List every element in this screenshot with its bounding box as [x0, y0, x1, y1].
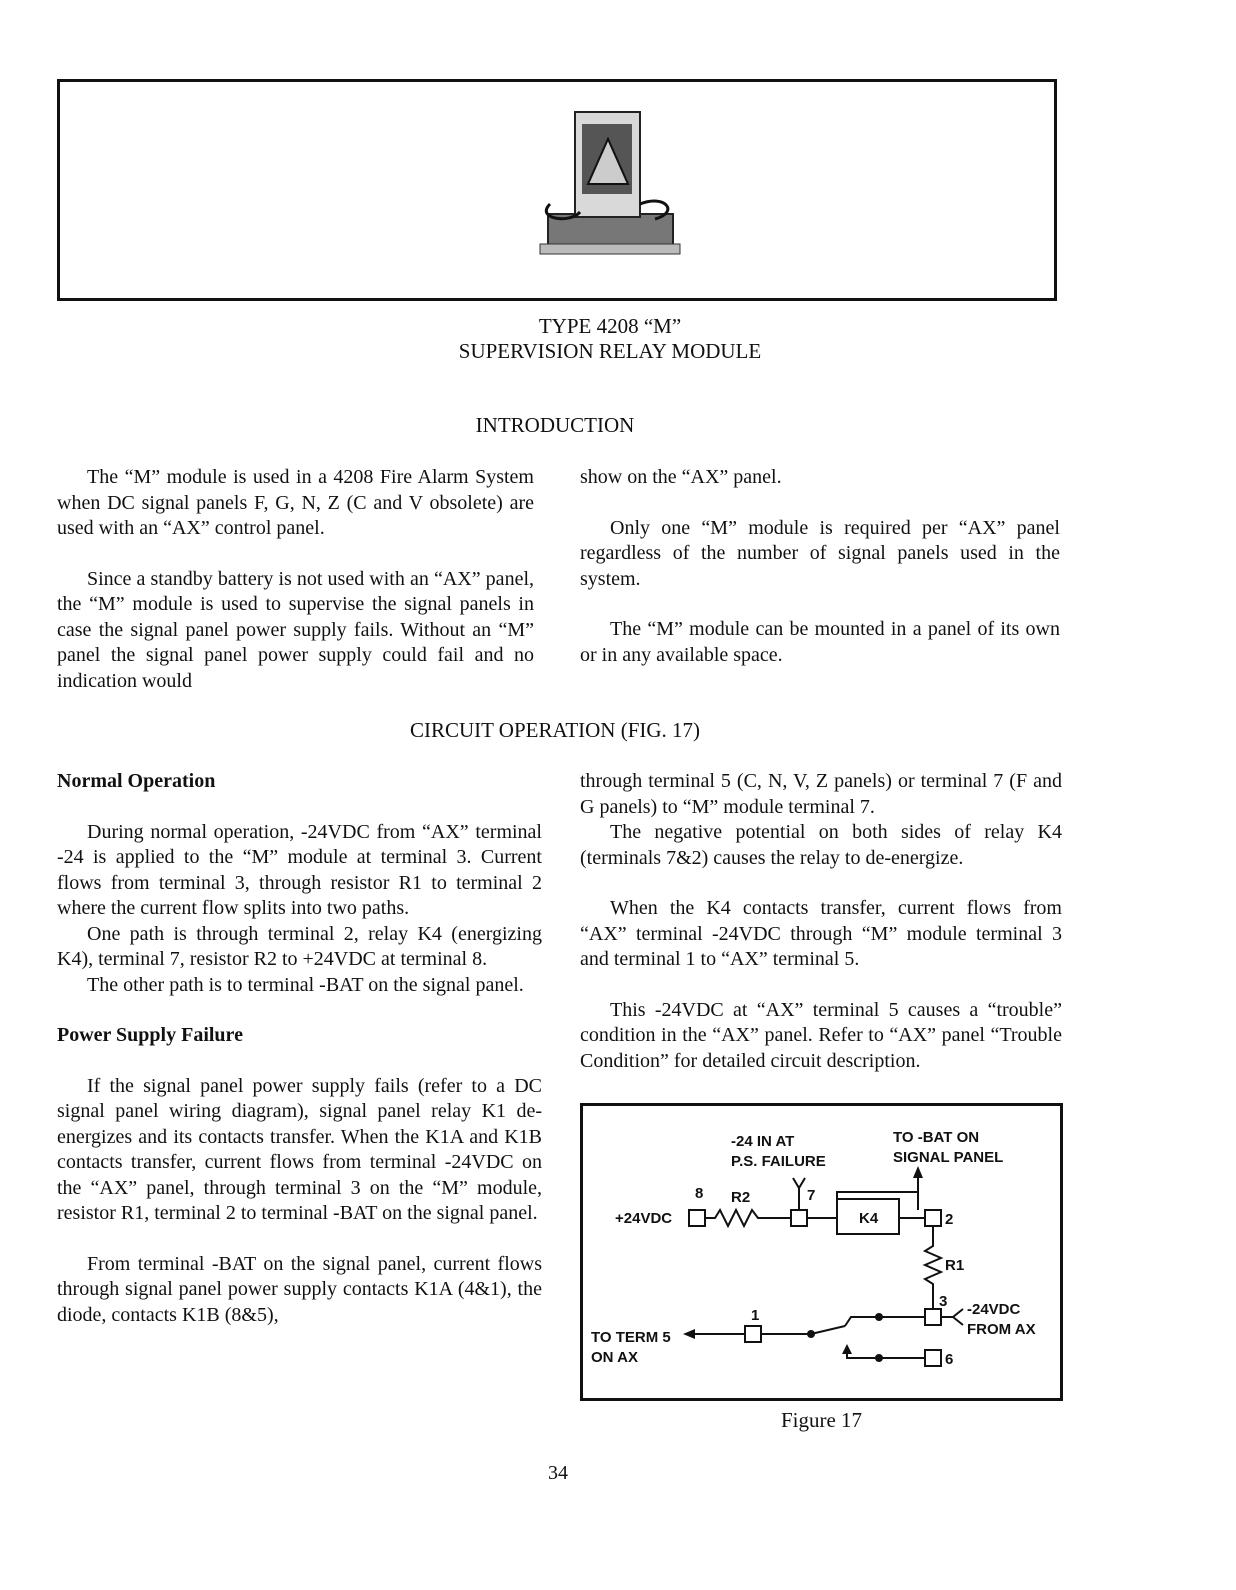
label-tobat-2: SIGNAL PANEL: [893, 1149, 1004, 1166]
relay-module-photo: [530, 94, 690, 274]
resistor-r2-symbol: [705, 1210, 791, 1226]
terminal-3-box: [925, 1309, 941, 1325]
label-minus24vdc-1: -24VDC: [967, 1301, 1021, 1318]
normal-paragraph-3: The other path is to terminal -BAT on the signal panel.: [87, 973, 524, 996]
arrow-from-ax: [941, 1309, 963, 1325]
label-terminal-1: 1: [751, 1307, 760, 1324]
normal-paragraph-2: One path is through terminal 2, relay K4 (energizing K4), terminal 7, resistor R2 to +24VDC at terminal 8.: [57, 922, 542, 970]
failure-paragraph-2: From terminal -BAT on the signal panel, current flows through signal panel power supply contacts K1A (4&1), the diode, contacts K1B (8&5),: [57, 1252, 542, 1326]
terminal-2-box: [925, 1210, 941, 1226]
arrow-head-bat: [913, 1166, 923, 1178]
photo-frame: [57, 79, 1057, 301]
intro-left-column: [57, 465, 534, 694]
circuit-heading: CIRCUIT OPERATION (FIG. 17): [409, 718, 701, 742]
right-paragraph-3: When the K4 contacts transfer, current flows from “AX” terminal -24VDC through “M” module terminal 3 and terminal 1 to “AX” terminal 5.: [580, 897, 1062, 970]
contact-dot-3: [875, 1354, 883, 1362]
intro-paragraph-2: Since a standby battery is not used with an “AX” panel, the “M” module is used to supervise the signal panels in case the signal panel power supply fails. Without an “M” panel the signal panel power supply could fail and no indication would: [57, 567, 534, 692]
label-k4: K4: [859, 1210, 879, 1227]
wire-3-contact: [845, 1317, 925, 1326]
label-toterm-2: ON AX: [591, 1349, 638, 1366]
arrow-head-term5: [683, 1329, 695, 1339]
intro-paragraph-1: The “M” module is used in a 4208 Fire Alarm System when DC signal panels F, G, N, Z (C and V obsolete) are used with an “AX” control panel.: [57, 466, 534, 539]
circuit-left-column: [57, 769, 542, 1328]
normal-operation-heading: Normal Operation: [57, 770, 216, 792]
title-line-2: SUPERVISION RELAY MODULE: [458, 339, 762, 363]
circuit-right-column: [580, 769, 1062, 1074]
label-terminal-2: 2: [945, 1211, 954, 1228]
title-line-1: TYPE 4208 “M”: [538, 314, 682, 338]
introduction-heading: INTRODUCTION: [475, 413, 635, 437]
arrow-24in: [793, 1178, 805, 1210]
label-24in-1: -24 IN AT: [731, 1133, 795, 1150]
label-terminal-6: 6: [945, 1351, 954, 1368]
label-terminal-8: 8: [695, 1185, 704, 1202]
label-r2: R2: [731, 1189, 751, 1206]
right-paragraph-1: through terminal 5 (C, N, V, Z panels) or terminal 7 (F and G panels) to “M” module terminal 7.: [580, 770, 1062, 818]
right-paragraph-2: The negative potential on both sides of relay K4 (terminals 7&2) causes the relay to de-energize.: [580, 821, 1062, 869]
failure-paragraph-1: If the signal panel power supply fails (refer to a DC signal panel wiring diagram), signal panel relay K1 de-energizes and its contacts transfer. When the K1A and K1B contacts transfer, current flows from terminal -24VDC on the “AX” panel, through terminal 3 on the “M” module, resistor R1, terminal 2 to terminal -BAT on the signal panel.: [57, 1074, 542, 1224]
figure-17-box: [580, 1103, 1063, 1401]
right-paragraph-4: This -24VDC at “AX” terminal 5 causes a “trouble” condition in the “AX” panel. Refer to “AX” panel “Trouble Condition” for detailed circuit description.: [580, 998, 1062, 1072]
terminal-6-box: [925, 1350, 941, 1366]
label-r1: R1: [945, 1257, 965, 1274]
figure-17-schematic: [583, 1106, 1060, 1398]
label-plus24vdc: +24VDC: [615, 1210, 673, 1227]
wire-contact-6: [847, 1348, 925, 1358]
contact-blade: [811, 1326, 845, 1334]
contact-dot-2: [875, 1313, 883, 1321]
contact-arrow: [842, 1344, 852, 1354]
label-tobat-1: TO -BAT ON: [893, 1129, 980, 1146]
page-number: 34: [548, 1462, 568, 1484]
terminal-8-box: [689, 1210, 705, 1226]
label-toterm-1: TO TERM 5: [591, 1329, 671, 1346]
terminal-7-box: [791, 1210, 807, 1226]
terminal-1-box: [745, 1326, 761, 1342]
intro-paragraph-2-cont: show on the “AX” panel.: [580, 466, 782, 488]
intro-paragraph-4: The “M” module can be mounted in a panel of its own or in any available space.: [580, 618, 1060, 666]
intro-paragraph-3: Only one “M” module is required per “AX” panel regardless of the number of signal panels used in the system.: [580, 516, 1060, 590]
power-supply-failure-heading: Power Supply Failure: [57, 1024, 243, 1046]
normal-paragraph-1: During normal operation, -24VDC from “AX” terminal -24 is applied to the “M” module at terminal 3. Current flows from terminal 3, through resistor R1 to terminal 2 where the current flow splits into two paths.: [57, 820, 542, 919]
intro-right-column: [580, 465, 1060, 668]
label-terminal-3: 3: [939, 1293, 948, 1310]
label-terminal-7: 7: [807, 1187, 816, 1204]
contact-dot-1: [807, 1330, 815, 1338]
document-title: [300, 314, 920, 364]
figure-caption: Figure 17: [780, 1408, 863, 1432]
wire-k4-top: [837, 1192, 918, 1210]
label-24in-2: P.S. FAILURE: [731, 1153, 826, 1170]
label-minus24vdc-2: FROM AX: [967, 1321, 1036, 1338]
